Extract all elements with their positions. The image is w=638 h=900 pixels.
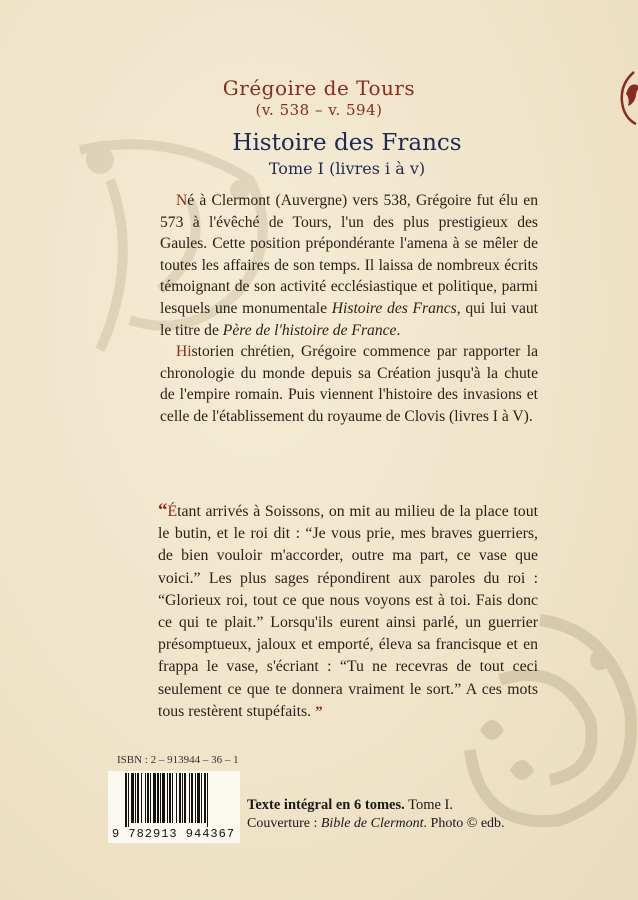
cover-credit: Couverture : Bible de Clermont. Photo © edb. (247, 816, 505, 831)
barcode-bar (172, 773, 173, 823)
barcode-bar (157, 773, 159, 823)
barcode-bar (179, 773, 181, 823)
barcode-digits: 9 782913 944367 (112, 827, 236, 841)
description-paragraph-2: Historien chrétien, Grégoire commence par rapporter la chronologie du monde depuis sa Création jusqu'à la chute de l'empire romain. Puis viennent l'histoire des invasions et celle de l'établissement du royaume de Clovis (livres I à V). (160, 343, 538, 425)
barcode-bar (176, 773, 177, 823)
barcode-bar (141, 773, 142, 823)
description-paragraph-1: Né à Clermont (Auvergne) vers 538, Grégoire fut élu en 573 à l'évêché de Tours, l'un des plus prestigieux des Gaules. Cette position prépondérante l'amena à se mêler de toutes les affaires de son temps. Il laissa de nombreux écrits témoignant de son activité ecclésiastique et politique, parmi lesquels une monumentale Histoire des Francs, qui lui vaut le titre de Père de l'histoire de France. (160, 192, 538, 339)
barcode-bar (150, 773, 151, 823)
volume-label: Tome I (livres i à v) (268, 159, 426, 178)
description (160, 190, 538, 428)
isbn: ISBN : 2 – 913944 – 36 – 1 (117, 754, 239, 766)
barcode-bar (137, 773, 139, 823)
barcode-bar (153, 773, 156, 823)
author-name: Grégoire de Tours (222, 76, 416, 100)
barcode-bar (167, 773, 168, 823)
close-quote-mark: ” (315, 703, 323, 720)
edition-note: Texte intégral en 6 tomes. Tome I. (247, 797, 453, 813)
barcode-bar (160, 773, 161, 823)
barcode-bar (207, 773, 208, 827)
barcode-bar (195, 773, 196, 823)
barcode-bar (162, 773, 165, 823)
book-title: Histoire des Francs (232, 130, 462, 156)
barcode-bar (131, 773, 134, 823)
barcode-bar (184, 773, 186, 823)
barcode-bar (125, 773, 127, 827)
barcode-bar (201, 773, 202, 823)
barcode-bar (204, 773, 206, 823)
dropcap: N (176, 192, 188, 209)
quotation (158, 500, 538, 723)
barcode-bar (135, 773, 136, 823)
barcode-bar (145, 773, 146, 823)
author-dates: (v. 538 – v. 594) (255, 101, 383, 119)
barcode-bar (189, 773, 190, 823)
barcode-bar (197, 773, 200, 823)
quote-text: tant arrivés à Soissons, on mit au milieu de la place tout le butin, et le roi dit : “Je vous prie, mes braves guerriers, de bien vouloir m'accorder, outre ma part, ce vase que voici.” Les plus sages répondirent aux paroles du roi : “Glorieux roi, tout ce que nous voyons est à toi. Fais donc ce qui te plait.” Lorsqu'ils eurent ainsi parlé, un guerrier présomptueux, jaloux et emporté, éleva sa francisque et en frappa le vase, s'écriant : “Tu ne recevras de tout ceci seulement ce que te donnera vraiment le sort.” A ces mots tous restèrent stupéfaits. (158, 503, 538, 720)
open-quote-mark: “ (158, 500, 168, 521)
barcode-bar (128, 773, 129, 827)
barcode-bar (191, 773, 193, 823)
barcode (108, 771, 240, 843)
barcode-bar (169, 773, 171, 823)
quote-dropcap: É (167, 503, 178, 520)
dropcap: Hi (176, 343, 192, 361)
barcode-bars (125, 773, 237, 827)
barcode-bar (147, 773, 149, 823)
barcode-bar (182, 773, 183, 823)
